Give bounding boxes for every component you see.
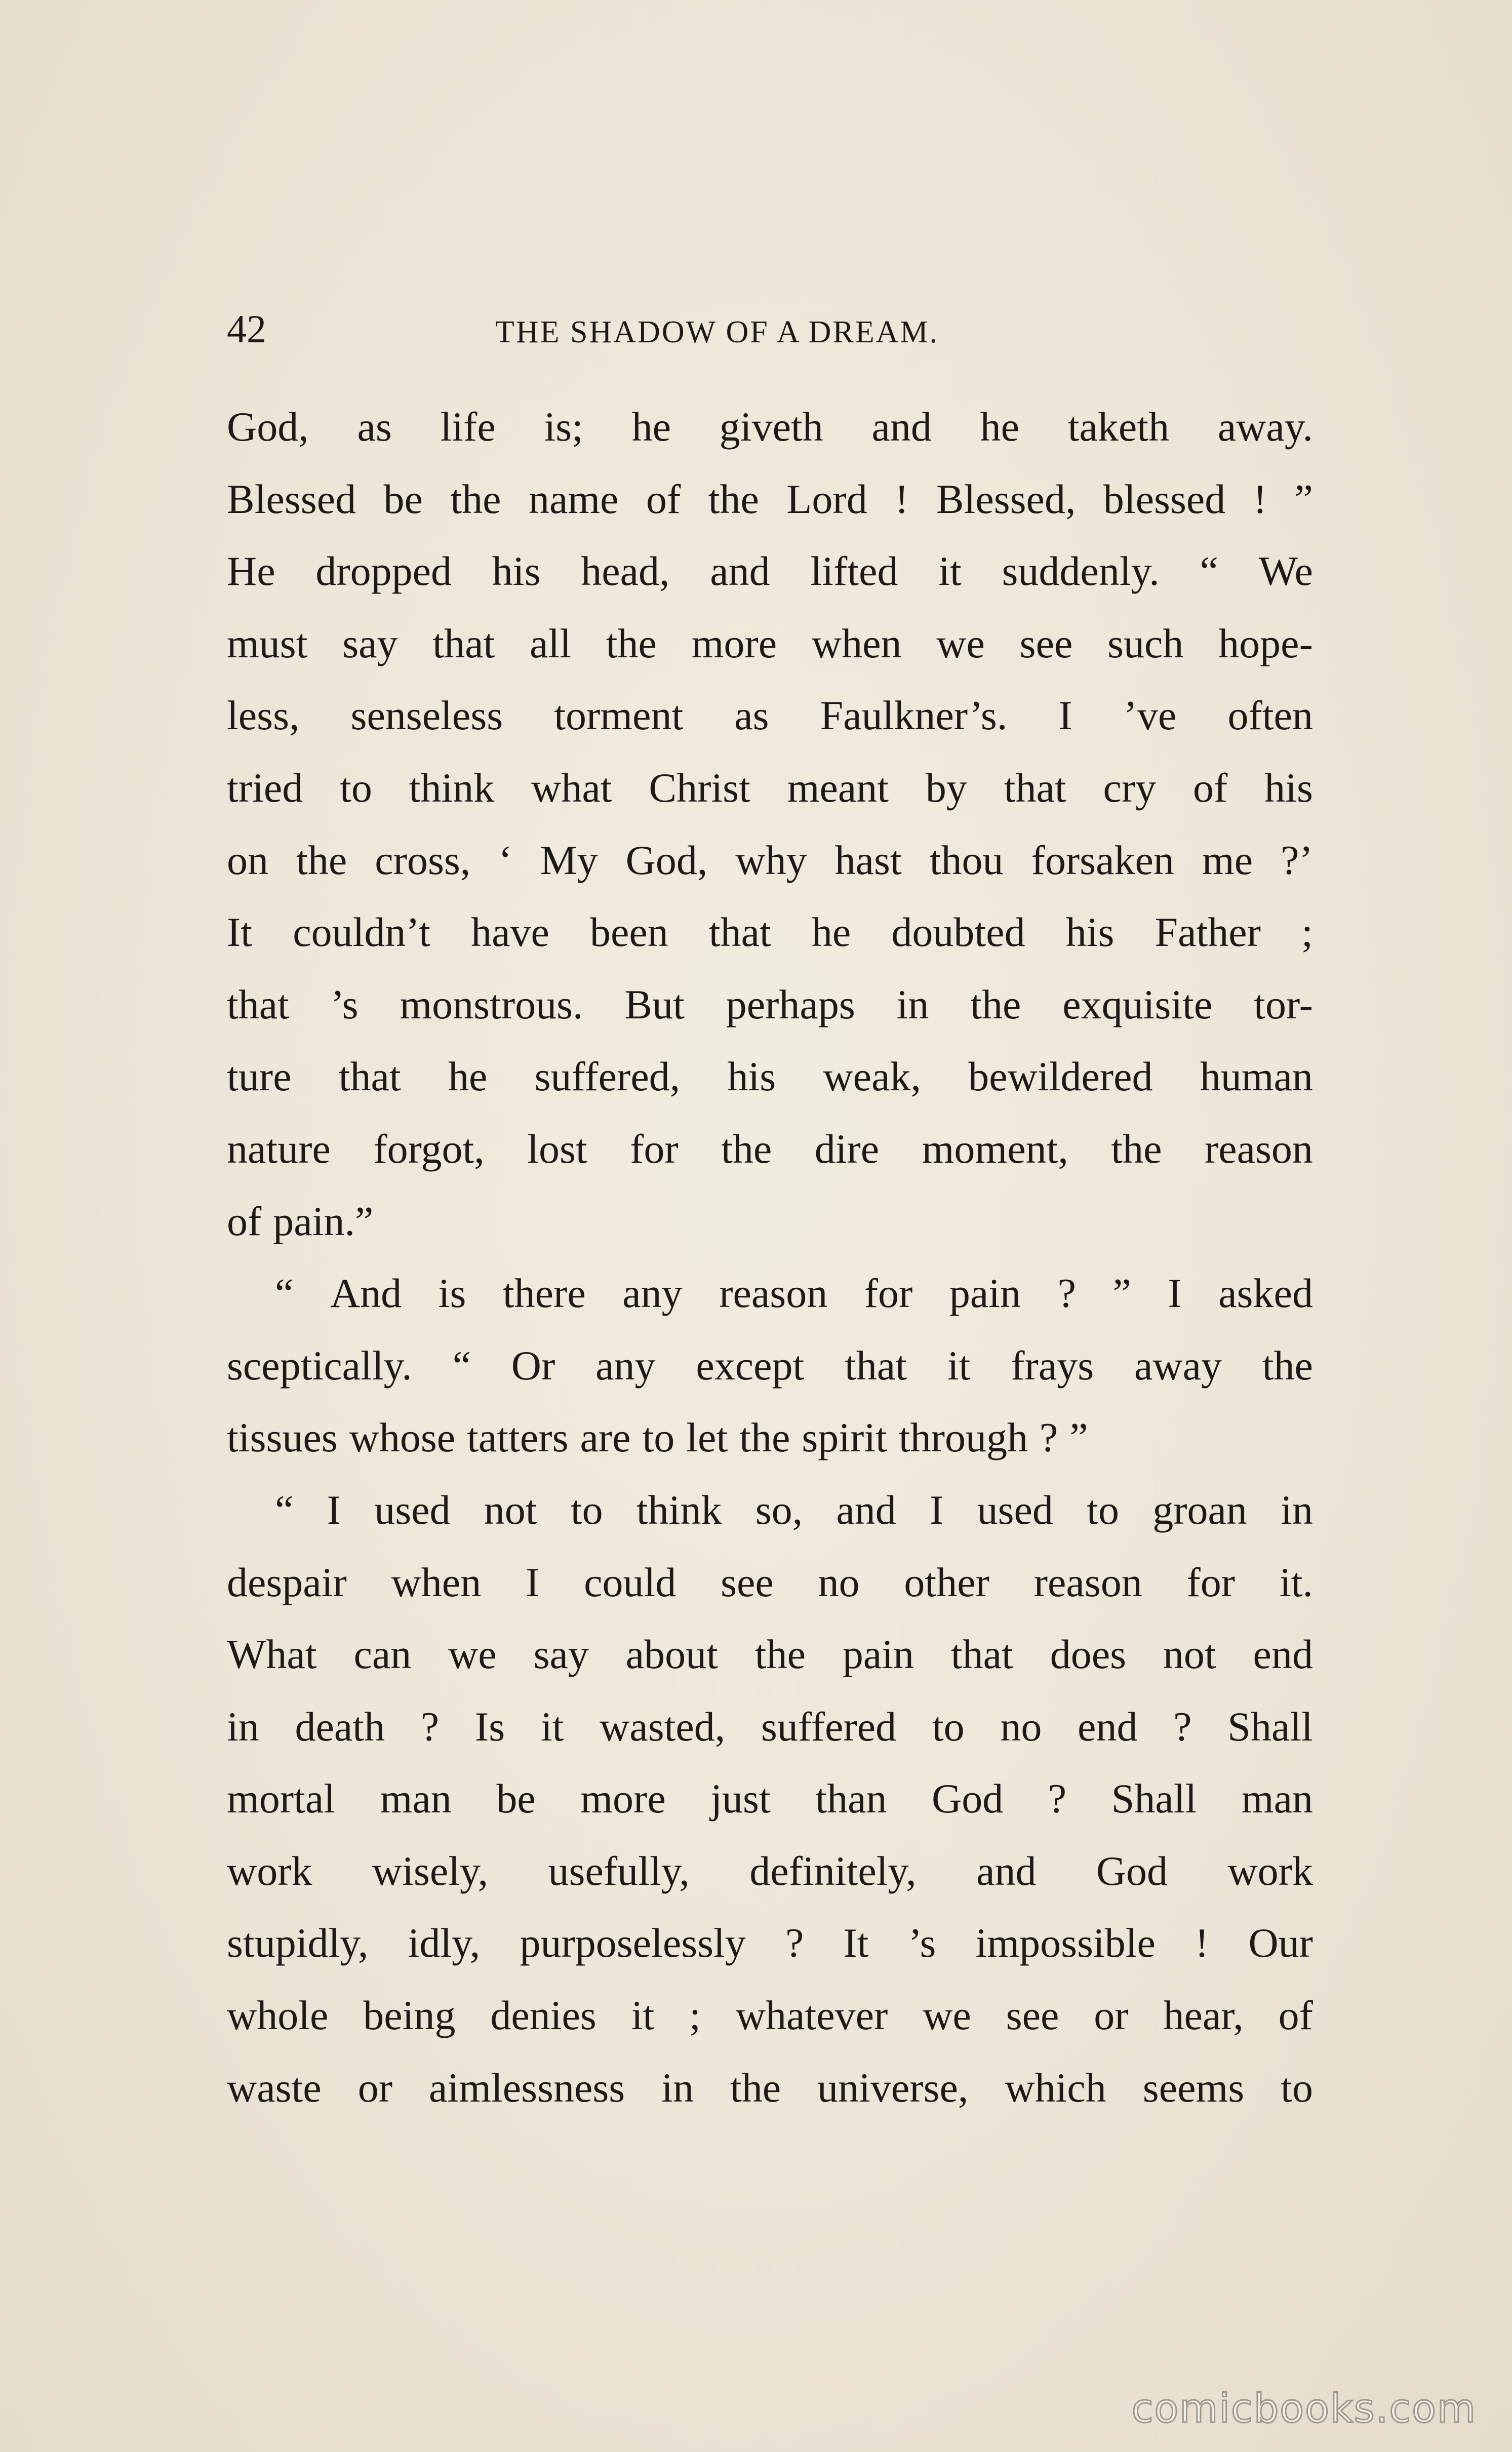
text-line: sceptically. “ Or any except that it frays away the bbox=[227, 1342, 1313, 1389]
text-line: of pain.” bbox=[227, 1198, 374, 1244]
page-number: 42 bbox=[227, 307, 266, 351]
text-line: tissues whose tatters are to let the spirit through ? ” bbox=[227, 1414, 1088, 1461]
text-line: What can we say about the pain that does not end bbox=[227, 1631, 1313, 1678]
text-line: despair when I could see no other reason for it. bbox=[227, 1559, 1313, 1605]
text-line: nature forgot, lost for the dire moment, the reason bbox=[227, 1125, 1313, 1172]
text-line: tried to think what Christ meant by that cry of his bbox=[227, 764, 1313, 811]
text-line: must say that all the more when we see such hope- bbox=[227, 620, 1313, 666]
text-line: stupidly, idly, purposelessly ? It ’s impossible ! Our bbox=[227, 1920, 1313, 1966]
running-head bbox=[227, 304, 1313, 354]
text-line: God, as life is; he giveth and he taketh away. bbox=[227, 404, 1313, 450]
text-line: less, senseless torment as Faulkner’s. I ’ve often bbox=[227, 692, 1313, 739]
text-line: that ’s monstrous. But perhaps in the exquisite tor- bbox=[227, 981, 1313, 1027]
body-text bbox=[227, 391, 1313, 2124]
text-line: ture that he suffered, his weak, bewildered human bbox=[227, 1053, 1313, 1100]
text-line: in death ? Is it wasted, suffered to no end ? Shall bbox=[227, 1703, 1313, 1750]
text-line: Blessed be the name of the Lord ! Blessed, blessed ! ” bbox=[227, 476, 1313, 522]
text-line: on the cross, ‘ My God, why hast thou forsaken me ?’ bbox=[227, 837, 1313, 883]
watermark: comicbooks.com bbox=[1131, 2386, 1477, 2432]
text-line: work wisely, usefully, definitely, and God work bbox=[227, 1847, 1313, 1894]
text-line: whole being denies it ; whatever we see or hear, of bbox=[227, 1992, 1313, 2039]
running-title: THE SHADOW OF A DREAM. bbox=[495, 315, 939, 349]
text-line: “ And is there any reason for pain ? ” I asked bbox=[275, 1270, 1313, 1317]
text-line: He dropped his head, and lifted it suddenly. “ We bbox=[227, 548, 1313, 595]
text-line: mortal man be more just than God ? Shall man bbox=[227, 1775, 1313, 1822]
text-line: It couldn’t have been that he doubted his Father ; bbox=[227, 909, 1313, 956]
text-line: “ I used not to think so, and I used to groan in bbox=[275, 1486, 1313, 1533]
text-line: waste or aimlessness in the universe, which seems to bbox=[227, 2064, 1313, 2111]
